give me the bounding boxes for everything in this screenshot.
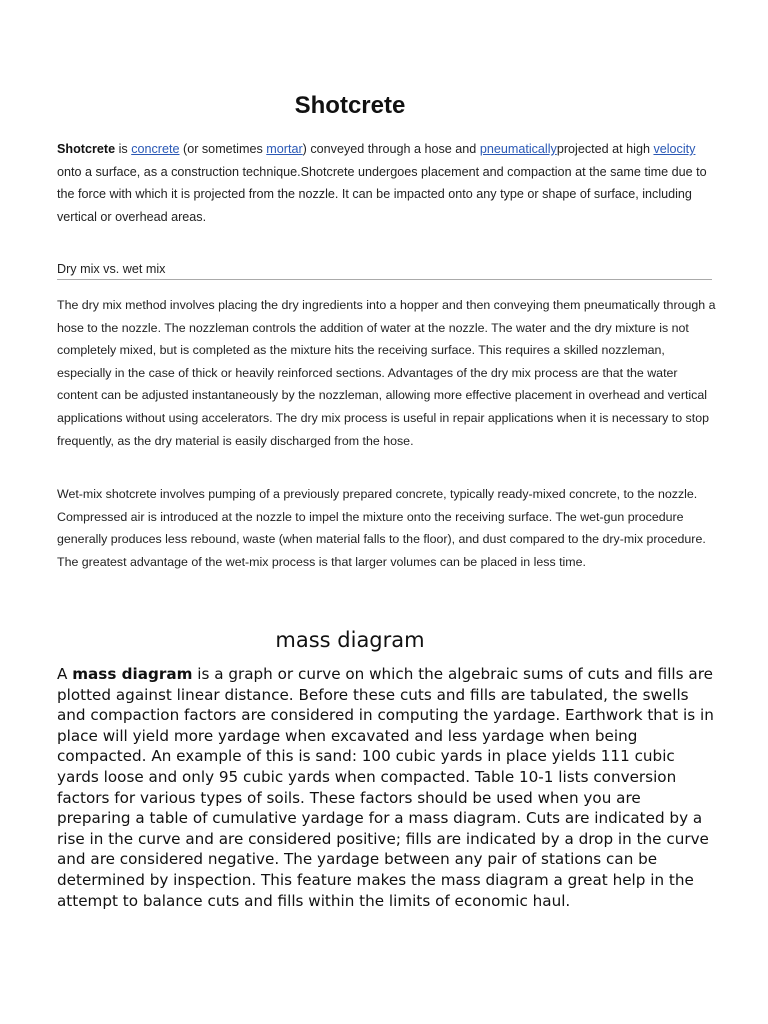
intro-text-3: ) conveyed through a hose and <box>302 142 480 156</box>
intro-text-2: (or sometimes <box>179 142 267 156</box>
section-heading-dry-wet-mix: Dry mix vs. wet mix <box>57 262 712 280</box>
mortar-link[interactable]: mortar <box>266 142 303 156</box>
mass-diagram-lead: A <box>57 665 73 683</box>
wet-mix-paragraph: Wet-mix shotcrete involves pumping of a previously prepared concrete, typically ready-mixed concrete, to the nozzle. Compressed air is introduced at the nozzle to impel the mixture onto the receiving surface. The wet-gun procedure generally produces less rebound, waste (when material falls to the floor), and dust compared to the dry-mix procedure. The greatest advantage of the wet-mix process is that larger volumes can be placed in less time. <box>57 487 706 569</box>
mass-diagram-title: mass diagram <box>275 628 425 652</box>
velocity-link[interactable]: velocity <box>653 142 696 156</box>
shotcrete-intro-paragraph <box>57 138 717 228</box>
shotcrete-term: Shotcrete <box>57 142 116 156</box>
mass-diagram-paragraph <box>57 664 717 911</box>
dry-mix-paragraph: The dry mix method involves placing the dry ingredients into a hopper and then conveying them pneumatically through a hose to the nozzle. The nozzleman controls the addition of water at the nozzle. The water and the dry mixture is not completely mixed, but is completed as the mixture hits the receiving surface. This requires a skilled nozzleman, especially in the case of thick or heavily reinforced sections. Advantages of the dry mix process are that the water content can be adjusted instantaneously by the nozzleman, allowing more effective placement in overhead and vertical applications without using accelerators. The dry mix process is useful in repair applications when it is necessary to stop frequently, as the dry material is easily discharged from the hose. <box>57 298 716 448</box>
intro-text-1: is <box>115 142 132 156</box>
mass-diagram-body: is a graph or curve on which the algebraic sums of cuts and fills are plotted against linear distance. Before these cuts and fills are tabulated, the swells and compaction factors are considered in computing the yardage. Earthwork that is in place will yield more yardage when excavated and less yardage when being compacted. An example of this is sand: 100 cubic yards in place yields 111 cubic yards loose and only 95 cubic yards when compacted. Table 10-1 lists conversion factors for various types of soils. These factors should be used when you are preparing a table of cumulative yardage for a mass diagram. Cuts are indicated by a rise in the curve and are considered positive; fills are indicated by a drop in the curve and are considered negative. The yardage between any pair of stations can be determined by inspection. This feature makes the mass diagram a great help in the attempt to balance cuts and fills within the limits of economic haul. <box>57 665 714 910</box>
intro-text-4: projected at high <box>556 142 654 156</box>
intro-text-5: onto a surface, as a construction technique.Shotcrete undergoes placement and compaction at the same time due to the force with which it is projected from the nozzle. It can be impacted onto any type or shape of surface, including vertical or overhead areas. <box>57 164 707 224</box>
pneumatically-link[interactable]: pneumatically <box>479 142 557 156</box>
concrete-link[interactable]: concrete <box>131 142 180 156</box>
shotcrete-title: Shotcrete <box>294 92 406 119</box>
mass-diagram-term: mass diagram <box>72 665 193 683</box>
